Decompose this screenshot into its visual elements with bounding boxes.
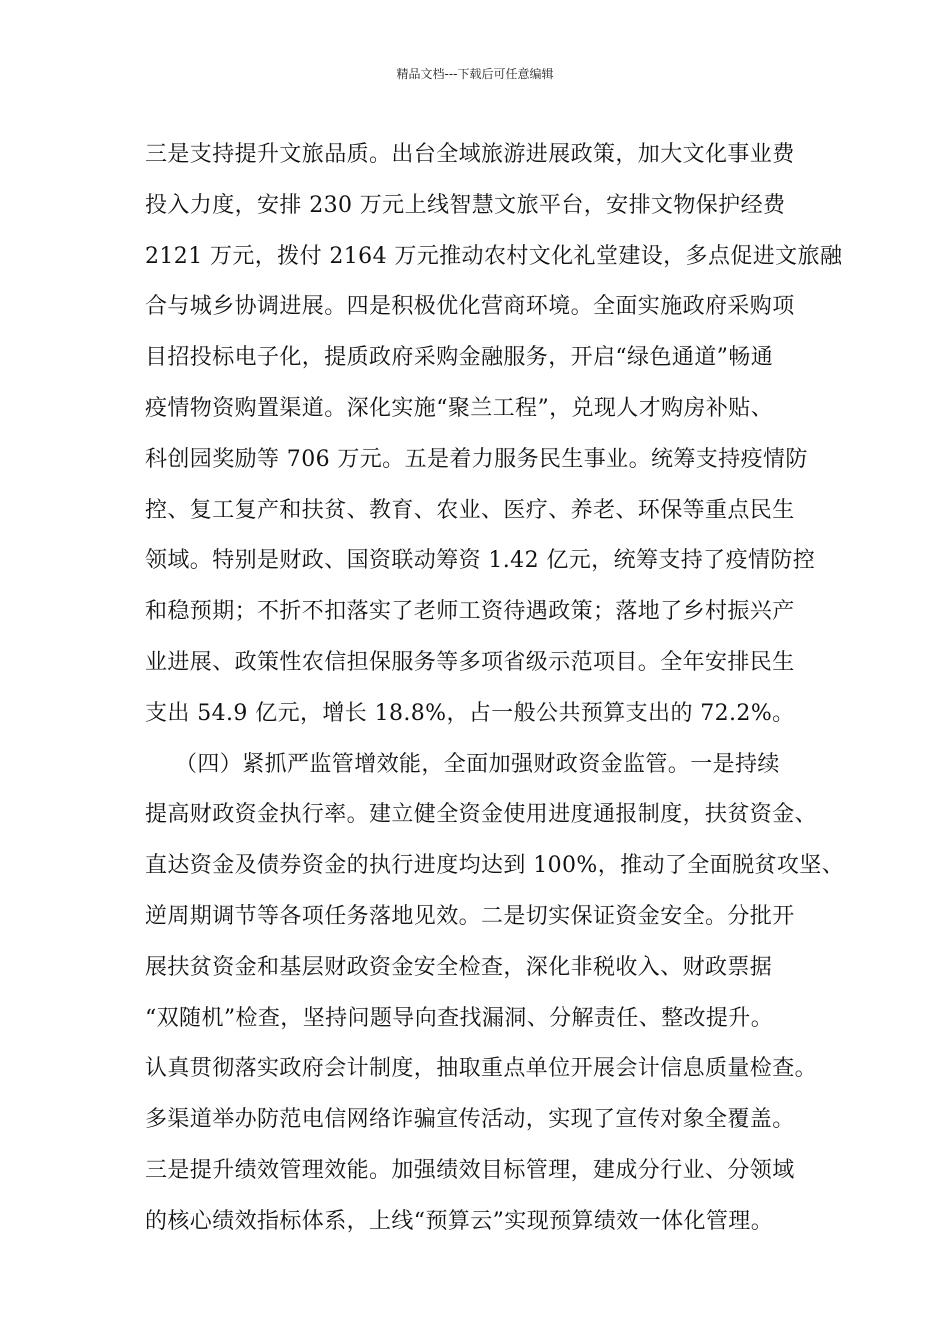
document-body (145, 130, 845, 1248)
text-line: 三是提升绩效管理效能。加强绩效目标管理，建成分行业、分领域 (145, 1157, 795, 1183)
text-line: 支出 54.9 亿元，增长 18.8%，占一般公共预算支出的 72.2%。 (145, 700, 795, 726)
text-line: 业进展、政策性农信担保服务等多项省级示范项目。全年安排民生 (145, 649, 795, 675)
text-line: 科创园奖励等 706 万元。五是着力服务民生事业。统筹支持疫情防 (145, 446, 808, 472)
text-line: 的核心绩效指标体系，上线“预算云”实现预算绩效一体化管理。 (145, 1208, 774, 1234)
text-line: 展扶贫资金和基层财政资金安全检查，深化非税收入、财政票据 (145, 954, 773, 980)
text-line: “双随机”检查，坚持问题导向查找漏洞、分解责任、整改提升。 (145, 1005, 774, 1031)
text-line: 三是支持提升文旅品质。出台全域旅游进展政策，加大文化事业费 (145, 142, 795, 167)
text-line: 合与城乡协调进展。四是积极优化营商环境。全面实施政府采购项 (145, 294, 795, 320)
text-line: 认真贯彻落实政府会计制度，抽取重点单位开展会计信息质量检查。 (145, 1056, 818, 1082)
text-line: 提高财政资金执行率。建立健全资金使用进度通报制度，扶贫资金、 (145, 802, 818, 828)
paragraph-start-line: （四）紧抓严监管增效能，全面加强财政资金监管。一是持续 (175, 751, 780, 777)
text-line: 投入力度，安排 230 万元上线智慧文旅平台，安排文物保护经费 (145, 192, 786, 218)
text-line: 控、复工复产和扶贫、教育、农业、医疗、养老、环保等重点民生 (145, 497, 795, 523)
text-line: 和稳预期；不折不扣落实了老师工资待遇政策；落地了乡村振兴产 (145, 599, 795, 625)
text-line: 直达资金及债券资金的执行进度均达到 100%，推动了全面脱贫攻坚、 (145, 853, 845, 879)
text-line: 疫情物资购置渠道。深化实施“聚兰工程”，兑现人才购房补贴、 (145, 395, 774, 421)
text-line: 领域。特别是财政、国资联动筹资 1.42 亿元，统筹支持了疫情防控 (145, 548, 816, 574)
page-header: 精品文档---下载后可任意编辑 (396, 67, 554, 81)
text-line: 逆周期调节等各项任务落地见效。二是切实保证资金安全。分批开 (145, 903, 795, 929)
text-line: 2121 万元，拨付 2164 万元推动农村文化礼堂建设，多点促进文旅融 (145, 243, 843, 269)
text-line: 多渠道举办防范电信网络诈骗宣传活动，实现了宣传对象全覆盖。 (145, 1107, 795, 1133)
text-line: 目招投标电子化，提质政府采购金融服务，开启“绿色通道”畅通 (145, 345, 774, 371)
